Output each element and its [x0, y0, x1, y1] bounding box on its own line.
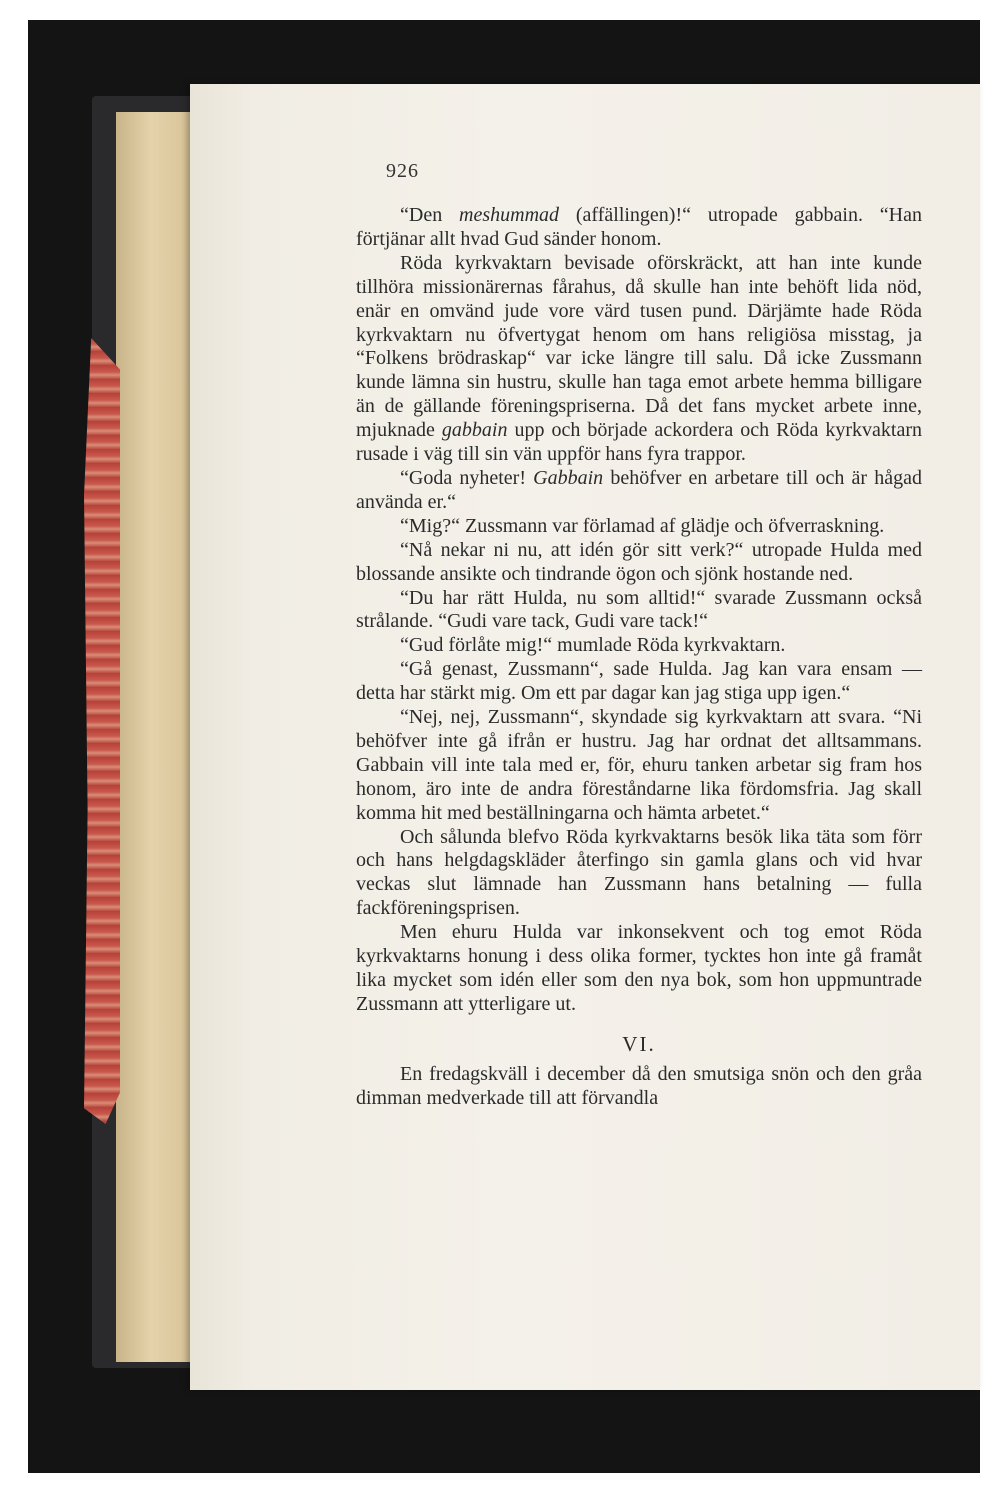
- paragraph-3: “Goda nyheter! Gabbain behöfver en arbetare till och är hågad använda er.“: [356, 466, 923, 513]
- paragraph-4: “Mig?“ Zussmann var förlamad af glädje och öfverraskning.: [400, 514, 885, 537]
- paragraph-10: Och sålunda blefvo Röda kyrkvaktarns besök lika täta som förr och hans helgdagskläder återfingo sin gamla glans och vid hvar veckas slut lämnade han Zussmann hans betalning — fulla fackföreningsprisen.: [356, 825, 922, 920]
- paragraph-1: “Den meshummad (affällingen)!“ utropade gabbain. “Han förtjänar allt hvad Gud sänder honom.: [356, 204, 922, 250]
- paragraph-5: “Nå nekar ni nu, att idén gör sitt verk?“ utropade Hulda med blossande ansikte och tindrande ögon och sjönk hostande ned.: [356, 538, 922, 585]
- chapter-heading: VI.: [622, 1031, 656, 1056]
- page-number: 926: [386, 160, 419, 182]
- bookmark-ribbon: [84, 338, 120, 1124]
- paragraph-7: “Gud förlåte mig!“ mumlade Röda kyrkvaktarn.: [400, 634, 786, 657]
- paragraph-12: En fredagskväll i december då den smutsiga snön och den gråa dimman medverkade till att förvandla: [356, 1062, 922, 1109]
- paragraph-8: “Gå genast, Zussmann“, sade Hulda. Jag kan vara ensam — detta har stärkt mig. Om ett par dagar kan jag stiga upp igen.“: [356, 658, 922, 705]
- paragraph-6: “Du har rätt Hulda, nu som alltid!“ svarade Zussmann också strålande. “Gudi vare tack, Gudi vare tack!“: [356, 586, 922, 633]
- body-text: [356, 204, 922, 1111]
- paragraph-9: “Nej, nej, Zussmann“, skyndade sig kyrkvaktarn att svara. “Ni behöfver inte gå ifrån er hustru. Jag har ordnat det alltsammans. Gabbain vill inte tala med er, för, ehuru tanken arbetar sig fram hos honom, äro inte de andra föreståndarne lika fördomsfria. Jag skall komma hit med beställningarna och hämta arbetet.“: [356, 706, 922, 824]
- paragraph-2: Röda kyrkvaktarn bevisade oförskräckt, att han inte kunde tillhöra missionärernas fårahus, då skulle han inte behöft lida nöd, enär en omvänd jude vore värd tusen pund. Därjämte hade Röda kyrkvaktarn nu öfvertygat henom om hans religiösa misstag, ja “Folkens brödraskap“ var icke längre till salu. Då icke Zussmann kunde lämna sin hustru, skulle han taga emot arbete hemma billigare än de gällande föreningspriserna. Då det fans mycket arbete inne, mjuknade gabbain upp och började ackordera och Röda kyrkvaktarn rusade i väg till sin vän uppför hans fyra trappor.: [356, 251, 922, 466]
- paragraph-11: Men ehuru Hulda var inkonsekvent och tog emot Röda kyrkvaktarns honung i dess olika former, tycktes hon inte gå framåt lika mycket som idén eller som den nya bok, som hon uppmuntrade Zussmann att ytterligare ut.: [356, 921, 922, 1015]
